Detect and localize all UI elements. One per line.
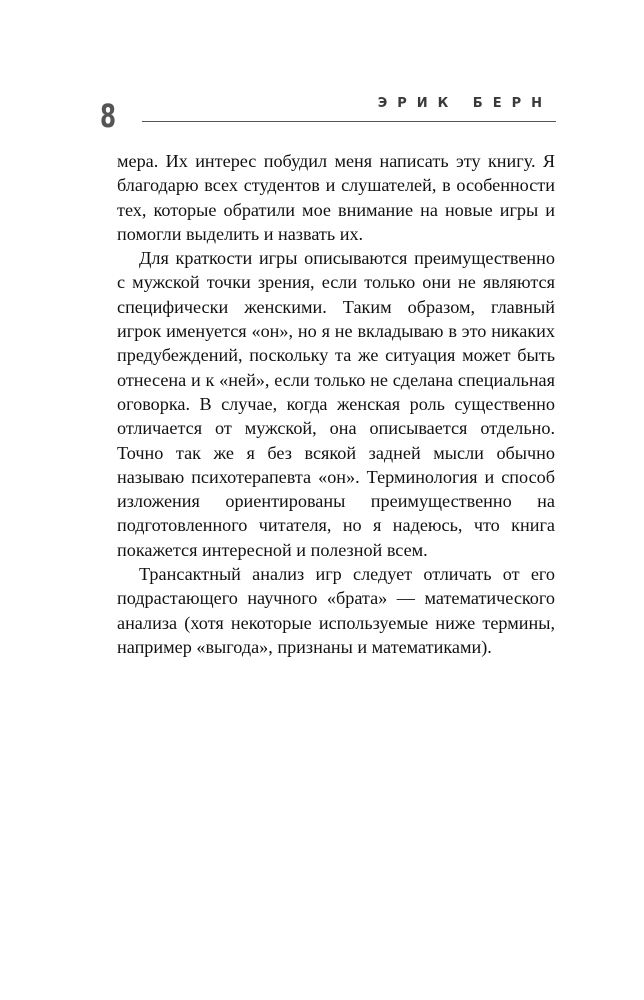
paragraph-1: мера. Их интерес побудил меня написать эту книгу. Я благодарю всех студентов и слушателей, в особенности тех, которые обратили мое внимание на новые игры и помогли выделить и назвать их.: [117, 151, 555, 244]
body-text: [117, 149, 555, 659]
header-rule: [142, 121, 556, 122]
running-title: ЭРИК БЕРН: [377, 96, 552, 111]
paragraph-2: Для краткости игры описываются преимущественно с мужской точки зрения, если только они не являются специфически женскими. Таким образом, главный игрок именуется «он», но я не вкладываю в это никаких предубеждений, поскольку та же ситуация может быть отнесена и к «ней», если только не сделана специальная оговорка. В случае, когда женская роль существенно отличается от мужской, она описывается отдельно. Точно так же я без всякой задней мысли обычно называю психотерапевта «он». Терминология и способ изложения ориентированы преимущественно на подготовленного читателя, но я надеюсь, что книга покажется интересной и полезной всем.: [117, 248, 555, 560]
page-number: 8: [100, 97, 117, 135]
paragraph-3: Трансактный анализ игр следует отличать от его подрастающего научного «брата» — математического анализа (хотя некоторые используемые ниже термины, например «выгода», признаны и математиками).: [117, 564, 555, 657]
